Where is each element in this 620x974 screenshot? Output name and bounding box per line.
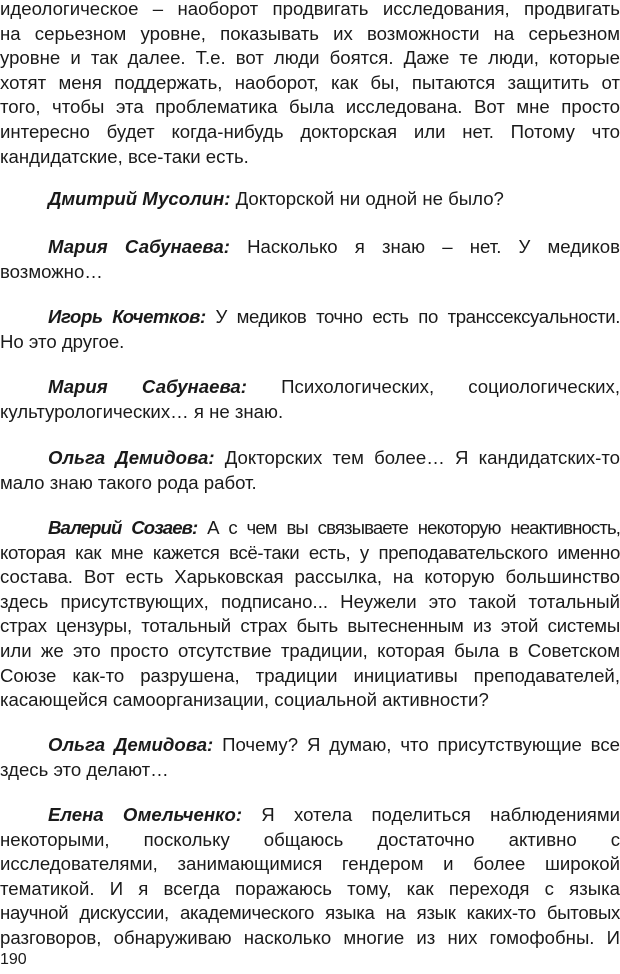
speech-text: Почему? Я думаю, что присутствующие все bbox=[213, 734, 620, 755]
text-line: кандидатские, все-таки есть. bbox=[0, 145, 249, 167]
speaker-name: Валерий Созаев: bbox=[48, 517, 198, 538]
text-line: Но это другое. bbox=[0, 330, 125, 352]
text-line bbox=[0, 305, 620, 330]
text-line: состава. Вот есть Харьковская рассылка, на которую большинство bbox=[0, 566, 620, 588]
page-number: 190 bbox=[0, 951, 27, 968]
text-line bbox=[0, 187, 620, 212]
text-line: страх цензуры, тотальный страх быть вытесненным из этой системы bbox=[0, 615, 620, 637]
text-line: здесь это делают… bbox=[0, 758, 169, 780]
text-line: интересно будет когда-нибудь докторская или нет. Потому что bbox=[0, 120, 620, 142]
paragraph-demidova-1 bbox=[0, 446, 620, 495]
speech-text: А с чем вы связываете некоторую неактивность, bbox=[197, 517, 620, 538]
text-line: здесь присутствующих, подписано... Неужели это такой тотальный bbox=[0, 590, 620, 612]
text-line: которая как мне кажется всё-таки есть, у преподавательского именно bbox=[0, 541, 620, 563]
text-line bbox=[0, 446, 620, 471]
paragraph-continuation bbox=[0, 0, 620, 169]
speaker-name: Ольга Демидова: bbox=[48, 447, 215, 468]
paragraph-sabunaeva-2 bbox=[0, 375, 620, 424]
speaker-name: Елена Омельченко: bbox=[48, 804, 243, 825]
text-line: исследователями, занимающимися гендером и более широкой bbox=[0, 853, 620, 875]
paragraph-demidova-2 bbox=[0, 733, 620, 782]
text-line bbox=[0, 733, 620, 758]
text-line: касающейся самоорганизации, социальной активности? bbox=[0, 689, 489, 711]
text-line: научной дискуссии, академического языка на язык каких-то бытовых bbox=[0, 902, 620, 924]
text-line: разговоров, обнаруживаю насколько многие из них гомофобны. И bbox=[0, 926, 620, 948]
speech-text: Насколько я знаю – нет. У медиков bbox=[229, 236, 620, 257]
text-line: некоторыми, поскольку общаюсь достаточно активно с bbox=[0, 828, 620, 850]
text-line: того, чтобы эта проблематика была исследована. Вот мне просто bbox=[0, 96, 620, 118]
paragraph-sabunaeva-1 bbox=[0, 235, 620, 284]
speaker-name: Мария Сабунаева: bbox=[48, 376, 247, 397]
text-line bbox=[0, 235, 620, 260]
text-line: возможно… bbox=[0, 260, 103, 282]
speech-text: Я хотела поделиться наблюдениями bbox=[242, 804, 620, 825]
speaker-name: Мария Сабунаева: bbox=[48, 236, 230, 257]
text-line: идеологическое – наоборот продвигать исследования, продвигать bbox=[0, 0, 620, 19]
text-line bbox=[0, 803, 620, 828]
text-line: мало знаю такого рода работ. bbox=[0, 471, 257, 493]
text-line: на серьезном уровне, показывать их возможности на серьезном bbox=[0, 22, 620, 44]
text-line: хотят меня поддержать, наоборот, как бы, пытаются защитить от bbox=[0, 71, 620, 93]
speech-text: У медиков точно есть по транссексуальности. bbox=[205, 306, 620, 327]
paragraph-omelchenko bbox=[0, 803, 620, 951]
text-line bbox=[0, 375, 620, 400]
speech-text: Докторской ни одной не было? bbox=[230, 188, 504, 209]
speaker-name: Игорь Кочетков: bbox=[48, 306, 206, 327]
paragraph-musolin bbox=[0, 187, 620, 212]
text-line: Союзе как-то разрушена, традиции инициативы преподавателей, bbox=[0, 664, 620, 686]
speaker-name: Ольга Демидова: bbox=[48, 734, 214, 755]
speech-text: Психологических, социологических, bbox=[246, 376, 620, 397]
text-line: или же это просто отсутствие традиции, которая была в Советском bbox=[0, 639, 620, 661]
text-line bbox=[0, 516, 620, 541]
text-line: уровне и так далее. Т.е. вот люди боятся. Даже те люди, которые bbox=[0, 47, 620, 69]
text-line: тематикой. И я всегда поражаюсь тому, как переходя с языка bbox=[0, 877, 620, 899]
speech-text: Докторских тем более… Я кандидатских-то bbox=[214, 447, 620, 468]
speaker-name: Дмитрий Мусолин: bbox=[48, 188, 231, 209]
paragraph-kochetkov bbox=[0, 305, 620, 354]
text-line: культурологических… я не знаю. bbox=[0, 400, 284, 422]
paragraph-sozaev bbox=[0, 516, 620, 713]
